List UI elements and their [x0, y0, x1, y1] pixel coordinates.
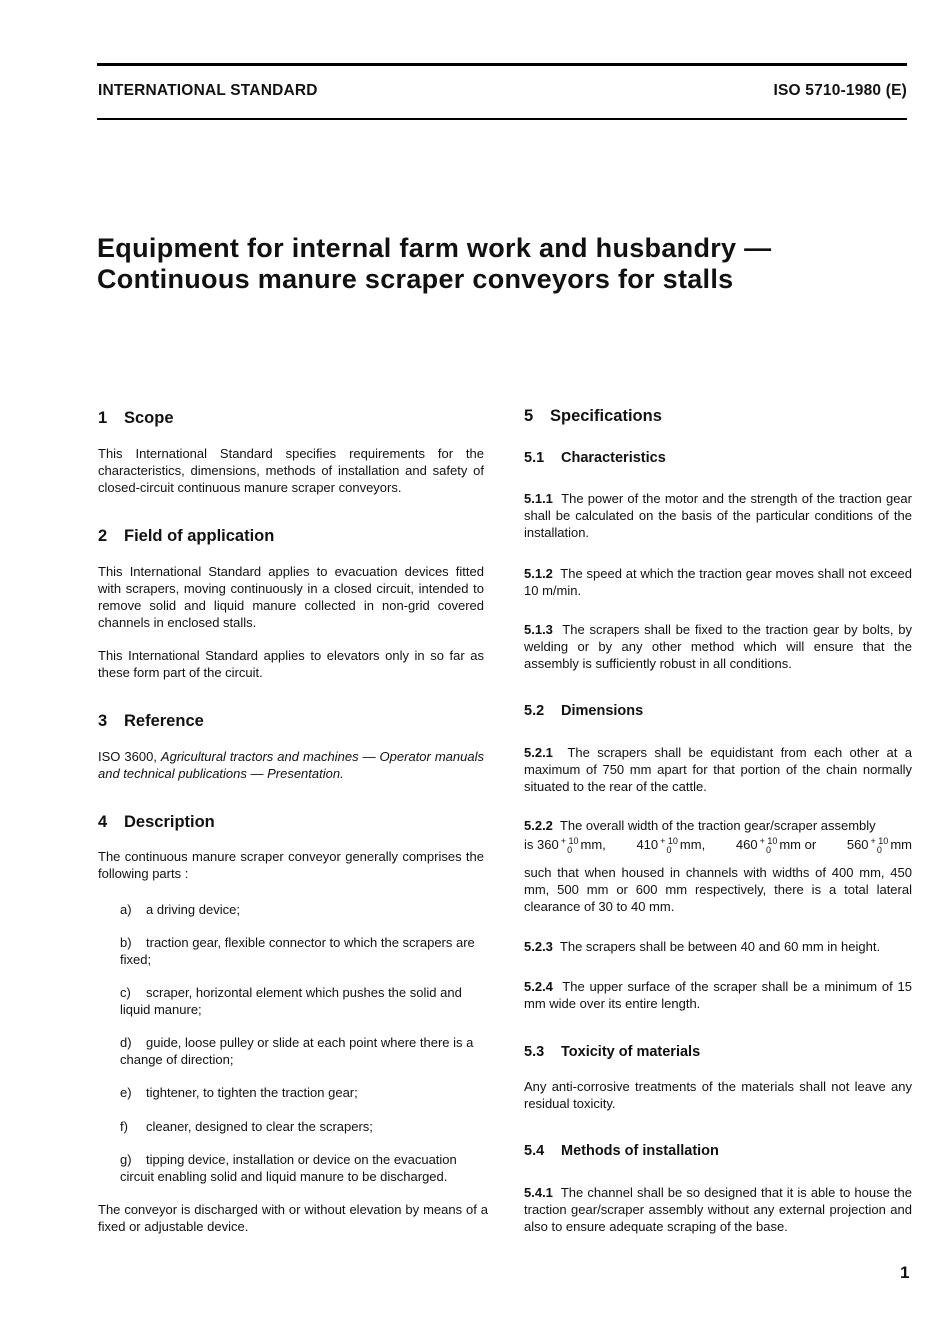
- heading-specifications: 5 Specifications: [524, 407, 662, 425]
- heading-reference: 3 Reference: [98, 712, 204, 730]
- header-right: ISO 5710-1980 (E): [773, 82, 907, 99]
- list-item: b) traction gear, flexible connector to which the scrapers are fixed;: [120, 935, 475, 967]
- list-item: d) guide, loose pulley or slide at each point where there is a change of direction;: [120, 1035, 474, 1067]
- description-outro: The conveyor is discharged with or without elevation by means of a fixed or adjustable device.: [98, 1202, 488, 1234]
- paragraph-5-2-1: 5.2.1 The scrapers shall be equidistant from each other at a maximum of 750 mm apart for that portion of the chain normally situated to the rear of the cattle.: [524, 745, 912, 794]
- header-left: INTERNATIONAL STANDARD: [98, 82, 318, 99]
- width-tolerance-line: is 360 + 10 0 mm, 410 + 10 0 mm, 460 + 10 0 mm or 560 + 10 0 mm: [524, 835, 912, 855]
- paragraph-5-1-2: 5.1.2 The speed at which the traction gear moves shall not exceed 10 m/min.: [524, 566, 912, 598]
- paragraph-5-1-1: 5.1.1 The power of the motor and the strength of the traction gear shall be calculated on the basis of the particular conditions of the installation.: [524, 491, 912, 540]
- scope-paragraph: This International Standard specifies requirements for the characteristics, dimensions, methods of installation and safety of closed-circuit continuous manure scraper conveyors.: [98, 446, 484, 495]
- title-line-1: Equipment for internal farm work and husbandry —: [97, 233, 772, 263]
- header-bottom-rule: [97, 118, 907, 120]
- document-title: [97, 233, 917, 295]
- paragraph-5-2-2: 5.2.2 The overall width of the traction gear/scraper assembly: [524, 818, 876, 833]
- field-paragraph-2: This International Standard applies to elevators only in so far as these form part of the circuit.: [98, 648, 484, 680]
- field-paragraph-1: This International Standard applies to evacuation devices fitted with scrapers, moving continuously in a closed circuit, intended to remove solid and liquid manure collected in non-grid covered channels in enclosed stalls.: [98, 564, 484, 630]
- heading-field-of-application: 2 Field of application: [98, 527, 275, 545]
- toxicity-paragraph: Any anti-corrosive treatments of the materials shall not leave any residual toxicity.: [524, 1079, 912, 1111]
- heading-toxicity: 5.3 Toxicity of materials: [524, 1044, 701, 1060]
- heading-methods-of-installation: 5.4 Methods of installation: [524, 1143, 719, 1159]
- paragraph-5-2-4: 5.2.4 The upper surface of the scraper shall be a minimum of 15 mm wide over its entire length.: [524, 979, 912, 1011]
- reference-paragraph: ISO 3600, Agricultural tractors and machines — Operator manuals and technical publications — Presentation.: [98, 749, 484, 781]
- heading-scope: 1 Scope: [98, 409, 174, 427]
- heading-description: 4 Description: [98, 813, 215, 831]
- header-top-rule: [97, 63, 907, 66]
- page-number: 1: [900, 1263, 910, 1282]
- title-line-2: Continuous manure scraper conveyors for stalls: [97, 264, 734, 294]
- list-item: e) tightener, to tighten the traction gear;: [120, 1085, 358, 1100]
- heading-characteristics: 5.1 Characteristics: [524, 450, 666, 466]
- list-item: c) scraper, horizontal element which pushes the solid and liquid manure;: [120, 985, 462, 1017]
- paragraph-5-4-1: 5.4.1 The channel shall be so designed that it is able to house the traction gear/scraper assembly without any external projection and also to ensure adequate scraping of the base.: [524, 1185, 912, 1234]
- list-item: a) a driving device;: [120, 902, 240, 917]
- paragraph-5-2-2-cont: such that when housed in channels with widths of 400 mm, 450 mm, 500 mm or 600 mm respectively, there is a total lateral clearance of 30 to 40 mm.: [524, 865, 912, 914]
- paragraph-5-2-3: 5.2.3 The scrapers shall be between 40 and 60 mm in height.: [524, 939, 881, 954]
- paragraph-5-1-3: 5.1.3 The scrapers shall be fixed to the traction gear by bolts, by welding or by any other method which will ensure that the assembly is sufficiently robust in all conditions.: [524, 622, 912, 671]
- description-intro: The continuous manure scraper conveyor generally comprises the following parts :: [98, 849, 484, 881]
- heading-dimensions: 5.2 Dimensions: [524, 703, 644, 719]
- list-item: g) tipping device, installation or device on the evacuation circuit enabling solid and liquid manure to be discharged.: [120, 1152, 457, 1184]
- list-item: f) cleaner, designed to clear the scrapers;: [120, 1119, 373, 1134]
